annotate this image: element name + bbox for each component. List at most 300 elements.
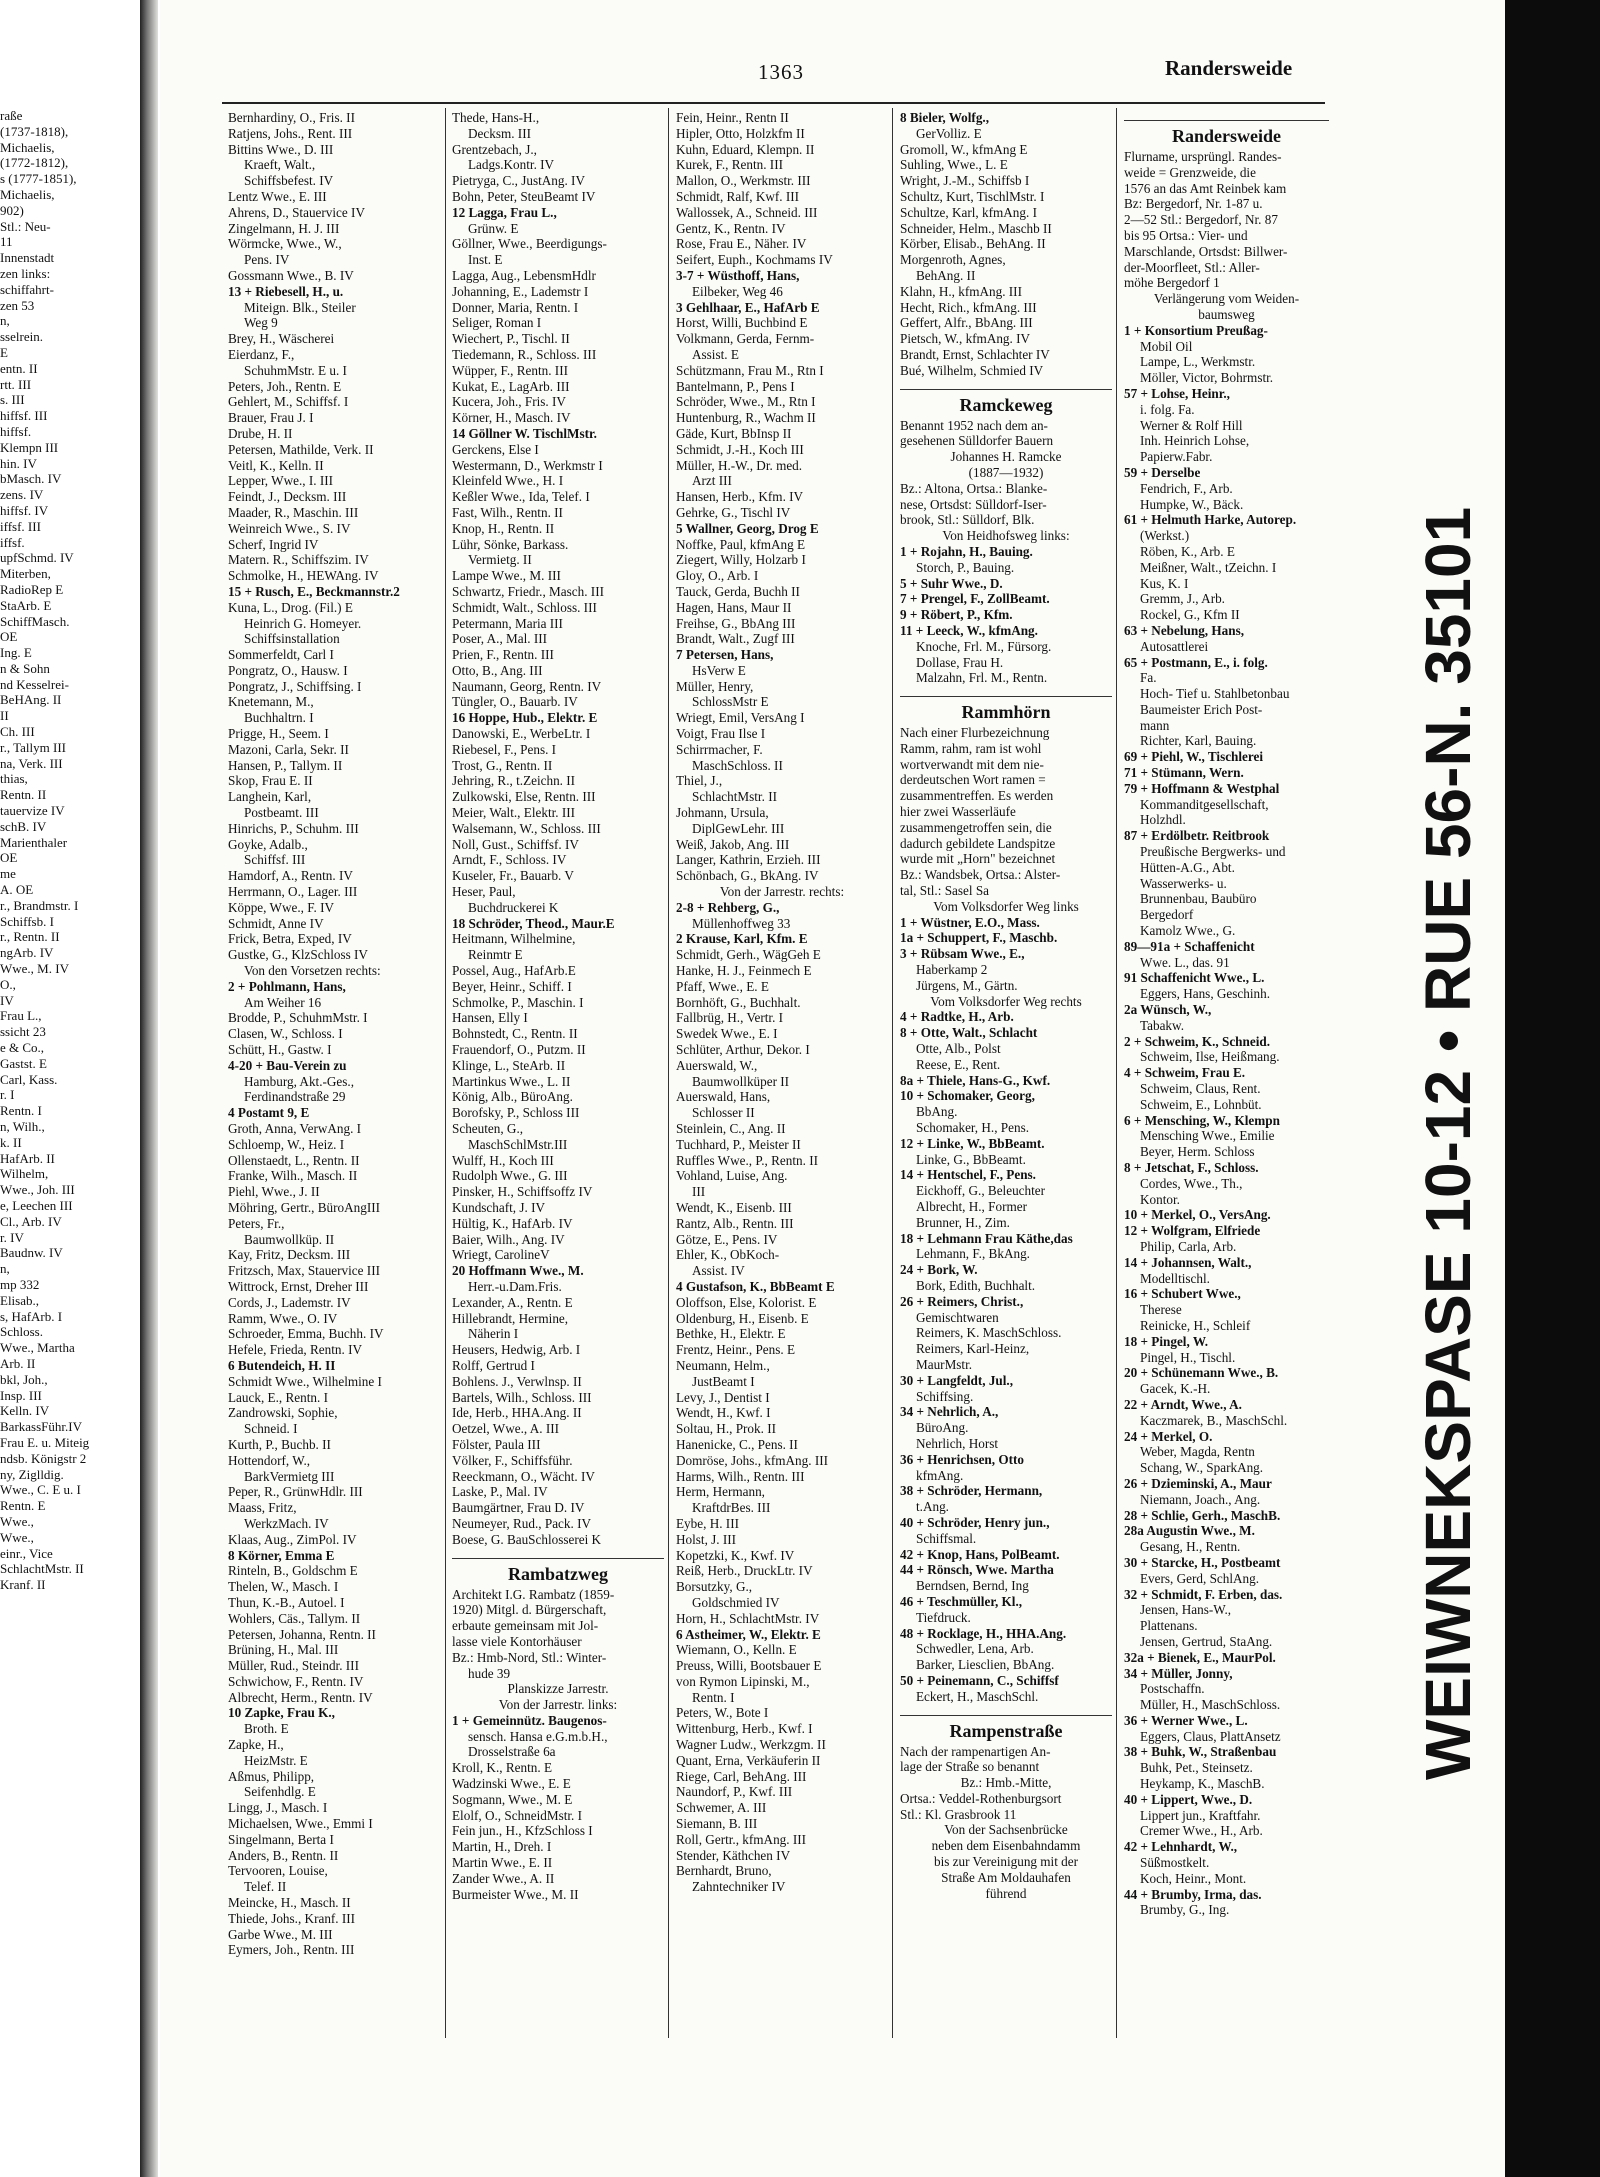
directory-entry: Schiffsinstallation (244, 631, 340, 647)
directory-entry: Possel, Aug., HafArb.E (452, 963, 576, 979)
directory-entry: Werner & Rolf Hill (1140, 417, 1243, 433)
directory-entry: i. folg. Fa. (1140, 401, 1195, 417)
directory-entry: Westermann, D., Werkmstr I (452, 457, 603, 473)
directory-entry: Gerckens, Else I (452, 441, 539, 457)
directory-entry: Müller, H.-W., Dr. med. (676, 457, 803, 473)
directory-entry: 57 + Lohse, Heinr., (1124, 385, 1230, 401)
directory-entry: Martin Wwe., E. II (452, 1855, 553, 1871)
directory-entry: 24 + Bork, W. (900, 1262, 978, 1278)
left-page-fragment: Innenstadt (0, 250, 55, 266)
directory-entry: Thelen, W., Masch. I (228, 1579, 339, 1595)
directory-entry: Schneid. I (244, 1421, 298, 1437)
directory-entry: Holzhdl. (1140, 812, 1186, 828)
library-stamp (1405, 200, 1500, 1800)
street-heading: Rampenstraße (900, 1715, 1112, 1744)
directory-entry: Gacek, K.-H. (1140, 1381, 1211, 1397)
directory-entry: Burmeister Wwe., M. II (452, 1886, 579, 1902)
directory-entry: erbaute gemeinsam mit Jol- (452, 1618, 599, 1634)
directory-entry: Schmidt, Anne IV (228, 915, 324, 931)
left-page-fragment: Schloss. (0, 1324, 43, 1340)
directory-entry: 8 Körner, Emma E (228, 1547, 335, 1563)
directory-entry: 16 + Schubert Wwe., (1124, 1286, 1241, 1302)
directory-entry: Schiffsbefest. IV (244, 173, 334, 189)
directory-entry: Bz.: Hmb-Nord, Stl.: Winter- (452, 1649, 607, 1665)
left-page-fragment: OE (0, 850, 18, 866)
directory-entry: Ramm, rahm, ram ist wohl (900, 740, 1042, 756)
directory-entry: Planskizze Jarrestr. (507, 1681, 609, 1697)
directory-entry: Möller, Victor, Bohrmstr. (1140, 370, 1274, 386)
directory-entry: Zingelmann, H. J. III (228, 220, 340, 236)
directory-entry: Baumgärtner, Frau D. IV (452, 1500, 585, 1516)
directory-entry: Grünw. E (468, 220, 519, 236)
directory-entry: Jürgens, M., Gärtn. (916, 977, 1018, 993)
directory-entry: Ferdinandstraße 29 (244, 1089, 346, 1105)
directory-entry: Wittrock, Ernst, Dreher III (228, 1278, 369, 1294)
directory-entry: Hütten-A.G., Abt. (1140, 859, 1235, 875)
directory-entry: 34 + Müller, Jonny, (1124, 1665, 1233, 1681)
directory-entry: Ladgs.Kontr. IV (468, 157, 555, 173)
directory-entry: Trost, G., Rentn. II (452, 757, 553, 773)
directory-entry: Schwedler, Lena, Arb. (916, 1641, 1034, 1657)
directory-entry: Veitl, K., Kelln. II (228, 457, 324, 473)
left-page-fragment: Rentn. E (0, 1498, 46, 1514)
directory-entry: 3 Gehlhaar, E., HafArb E (676, 299, 820, 315)
directory-entry: Arndt, F., Schloss. IV (452, 852, 567, 868)
directory-entry: Architekt I.G. Rambatz (1859- (452, 1586, 615, 1602)
directory-entry: 59 + Derselbe (1124, 464, 1201, 480)
directory-entry: 14 Göllner W. TischlMstr. (452, 425, 597, 441)
directory-entry: Kukat, E., LagArb. III (452, 378, 570, 394)
directory-entry: Walsemann, W., Schloss. III (452, 820, 601, 836)
directory-entry: 8a + Thiele, Hans-G., Kwf. (900, 1072, 1051, 1088)
directory-entry: Miteign. Blk., Steiler (244, 299, 356, 315)
directory-entry: 15 + Rusch, E., Beckmannstr.2 (228, 583, 400, 599)
directory-entry: Meier, Walt., Elektr. III (452, 805, 576, 821)
directory-entry: Peters, Joh., Rentn. E (228, 378, 342, 394)
directory-entry: Peters, W., Bote I (676, 1705, 769, 1721)
directory-entry: Cords, J., Lademstr. IV (228, 1294, 351, 1310)
header-rule (222, 102, 1325, 104)
directory-entry: Knetemann, M., (228, 694, 314, 710)
left-page-fragment: na, Verk. III (0, 755, 63, 771)
directory-entry: Frauendorf, O., Putzm. II (452, 1042, 586, 1058)
directory-entry: Buhk, Pet., Steinsetz. (1140, 1760, 1253, 1776)
directory-entry: Wwe. L., das. 91 (1140, 954, 1230, 970)
left-page-fragment: sselrein. (0, 329, 43, 345)
directory-entry: Bork, Edith, Buchhalt. (916, 1277, 1036, 1293)
left-page-fragment: entn. II (0, 360, 38, 376)
directory-entry: Köppe, Wwe., F. IV (228, 899, 335, 915)
directory-entry: Ide, Herb., HHA.Ang. II (452, 1405, 582, 1421)
directory-entry: Wüpper, F., Rentn. III (452, 362, 568, 378)
left-page-fragment: schiffahrt- (0, 281, 54, 297)
directory-entry: Wright, J.-M., Schiffsb I (900, 173, 1030, 189)
directory-entry: neben dem Eisenbahndamm (931, 1838, 1081, 1854)
directory-entry: Niemann, Joach., Ang. (1140, 1491, 1261, 1507)
directory-entry: 79 + Hoffmann & Westphal (1124, 780, 1280, 796)
left-page-fragment: Kelln. IV (0, 1403, 50, 1419)
directory-entry: 50 + Peinemann, C., Schiffsf (900, 1672, 1059, 1688)
directory-entry: Schomaker, H., Pens. (916, 1120, 1030, 1136)
directory-entry: Gentz, K., Rentn. IV (676, 220, 786, 236)
directory-entry: Schultz, Kurt, TischlMstr. I (900, 188, 1045, 204)
directory-entry: 36 + Werner Wwe., L. (1124, 1712, 1248, 1728)
directory-entry: Oetzel, Wwe., A. III (452, 1421, 560, 1437)
directory-entry: Lexander, A., Rentn. E (452, 1294, 573, 1310)
left-page-fragment: s. III (0, 392, 25, 408)
directory-entry: Marschlande, Ortsdst: Billwer- (1124, 243, 1288, 259)
left-page-fragment: Wilhelm, (0, 1166, 49, 1182)
directory-entry: 2—52 Stl.: Bergedorf, Nr. 87 (1124, 212, 1278, 228)
directory-entry: Beyer, Heinr., Schiff. I (452, 978, 572, 994)
left-page-fragment: e, Leechen III (0, 1197, 73, 1213)
directory-entry: 63 + Nebelung, Hans, (1124, 622, 1244, 638)
directory-entry: Hanke, H. J., Feinmech E (676, 963, 812, 979)
directory-entry: Sogmann, Wwe., M. E (452, 1791, 573, 1807)
directory-entry: Wulff, H., Koch III (452, 1152, 554, 1168)
directory-entry: 36 + Henrichsen, Otto (900, 1451, 1024, 1467)
directory-entry: Müller, Rud., Steindr. III (228, 1658, 359, 1674)
left-page-fragment: s (1777-1851), (0, 171, 77, 187)
directory-entry: 13 + Riebesell, H., u. (228, 283, 344, 299)
directory-entry: Schützmann, Frau M., Rtn I (676, 362, 824, 378)
left-page-fragment: Kranf. II (0, 1577, 46, 1593)
directory-entry: 5 Wallner, Georg, Drog E (676, 520, 819, 536)
left-page-fragment: RadioRep E (0, 581, 64, 597)
directory-entry: Kontor. (1140, 1191, 1180, 1207)
directory-entry: Rantz, Alb., Rentn. III (676, 1215, 794, 1231)
directory-entry: Kamolz Wwe., G. (1140, 923, 1236, 939)
directory-entry: 40 + Schröder, Henry jun., (900, 1514, 1050, 1530)
left-page-fragment: O., (0, 976, 16, 992)
directory-entry: Jensen, Hans-W., (1140, 1602, 1232, 1618)
directory-entry: Johanning, E., Lademstr I (452, 283, 589, 299)
left-page-fragment: me (0, 866, 16, 882)
directory-entry: Zandrowski, Sophie, (228, 1405, 338, 1421)
directory-entry: Pinsker, H., Schiffsoffz IV (452, 1184, 593, 1200)
directory-entry: Tuchhard, P., Meister II (676, 1136, 801, 1152)
directory-entry: Reinmtr E (468, 947, 523, 963)
directory-entry: Lentz Wwe., E. III (228, 188, 327, 204)
directory-entry: Frick, Betra, Exped, IV (228, 931, 352, 947)
directory-entry: 4-20 + Bau-Verein zu (228, 1057, 347, 1073)
directory-entry: Weg 9 (244, 315, 278, 331)
directory-entry: Jensen, Gertrud, StaAng. (1140, 1633, 1273, 1649)
directory-entry: von Rymon Lipinski, M., (676, 1673, 810, 1689)
directory-entry: Schiffsing. (916, 1388, 974, 1404)
directory-entry: Prien, F., Rentn. III (452, 647, 554, 663)
directory-entry: 42 + Lehnhardt, W., (1124, 1839, 1238, 1855)
directory-entry: 28 + Schlie, Gerh., MaschB. (1124, 1507, 1281, 1523)
directory-entry: Straße Am Moldauhafen (941, 1869, 1071, 1885)
directory-entry: Autosattlerei (1140, 638, 1209, 654)
directory-entry: mann (1140, 717, 1170, 733)
left-page-fragment: e & Co., (0, 1040, 45, 1056)
left-page-fragment: Wwe., (0, 1513, 34, 1529)
directory-entry: Eckert, H., MaschSchl. (916, 1688, 1039, 1704)
directory-entry: Johmann, Ursula, (676, 805, 769, 821)
left-page-fragment: k. II (0, 1134, 22, 1150)
directory-entry: Baumwollküper II (692, 1073, 790, 1089)
directory-entry: Otto, B., Ang. III (452, 662, 543, 678)
left-page-fragment: hiffsf. III (0, 408, 48, 424)
left-page-fragment: r., Rentn. II (0, 929, 60, 945)
directory-entry: Von der Jarrestr. rechts: (719, 884, 845, 900)
directory-entry: BüroAng. (916, 1420, 969, 1436)
column-divider (668, 108, 669, 2038)
directory-entry: König, Alb., BüroAng. (452, 1089, 573, 1105)
directory-entry: Poser, A., Mal. III (452, 631, 548, 647)
directory-entry: Arzt III (692, 473, 732, 489)
directory-entry: Heser, Paul, (452, 884, 516, 900)
directory-entry: 91 Schaffenicht Wwe., L. (1124, 970, 1265, 986)
directory-entry: Klahn, H., kfmAng. III (900, 283, 1022, 299)
left-page-fragment: Schiffsb. I (0, 913, 54, 929)
directory-entry: Scherf, Ingrid IV (228, 536, 319, 552)
directory-entry: Langer, Kathrin, Erzieh. III (676, 852, 821, 868)
directory-entry: 87 + Erdölbetr. Reitbrook (1124, 828, 1270, 844)
left-page-fragment: r. I (0, 1087, 15, 1103)
directory-entry: 5 + Suhr Wwe., D. (900, 575, 1003, 591)
directory-entry: Harms, Wilh., Rentn. III (676, 1468, 805, 1484)
directory-entry: Brey, H., Wäscherei (228, 331, 335, 347)
directory-entry: Naumann, Georg, Rentn. IV (452, 678, 602, 694)
directory-entry: KraftdrBes. III (692, 1500, 771, 1516)
directory-entry: führend (985, 1885, 1027, 1901)
directory-entry: Eilbeker, Weg 46 (692, 283, 783, 299)
directory-entry: Quant, Erna, Verkäuferin II (676, 1752, 821, 1768)
directory-entry: Flurname, ursprüngl. Randes- (1124, 149, 1282, 164)
directory-entry: Gustke, G., KlzSchloss IV (228, 947, 368, 963)
directory-entry: Baumeister Erich Post- (1140, 701, 1263, 717)
directory-entry: (Werkst.) (1140, 528, 1190, 544)
left-page-fragment: schB. IV (0, 818, 47, 834)
directory-entry: Brandt, Ernst, Schlachter IV (900, 346, 1050, 362)
directory-entry: Decksm. III (468, 125, 531, 141)
directory-entry: Horst, Willi, Buchbind E (676, 315, 808, 331)
directory-entry: Postbeamt. III (244, 805, 319, 821)
left-page-fragment: Michaelis, (0, 186, 55, 202)
left-page-fragment: Marienthaler (0, 834, 68, 850)
directory-entry: sensch. Hansa e.G.m.b.H., (468, 1728, 608, 1744)
directory-entry: Ahrens, D., Stauervice IV (228, 204, 365, 220)
directory-entry: 46 + Teschmüller, Kl., (900, 1593, 1023, 1609)
directory-entry: Oldenburg, H., Eisenb. E (676, 1310, 809, 1326)
directory-entry: Schultze, Karl, kfmAng. I (900, 204, 1037, 220)
directory-entry: 1 + Konsortium Preußag- (1124, 322, 1268, 338)
directory-entry: 1a + Schuppert, F., Maschb. (900, 930, 1058, 946)
directory-entry: bis 95 Ortsa.: Vier- und (1124, 227, 1248, 243)
directory-entry: Schwartz, Friedr., Masch. III (452, 583, 604, 599)
directory-entry: Goldschmied IV (692, 1594, 780, 1610)
directory-entry: Hipler, Otto, Holzkfm II (676, 125, 805, 141)
directory-entry: Bohn, Peter, SteuBeamt IV (452, 188, 596, 204)
directory-entry: HsVerw E (692, 662, 746, 678)
directory-entry: 6 Butendeich, H. II (228, 1357, 336, 1373)
directory-entry: WerkzMach. IV (244, 1515, 329, 1531)
directory-entry: Riebesel, F., Pens. I (452, 741, 557, 757)
directory-entry: Schlüter, Arthur, Dekor. I (676, 1042, 810, 1058)
directory-entry: Rentn. I (692, 1689, 735, 1705)
directory-entry: Fendrich, F., Arb. (1140, 480, 1233, 496)
directory-entry: Koch, Heinr., Mont. (1140, 1870, 1247, 1886)
directory-entry: Lippert jun., Kraftfahr. (1140, 1807, 1261, 1823)
directory-entry: Morgenroth, Agnes, (900, 252, 1006, 268)
directory-entry: Schönbach, G., BkAng. IV (676, 868, 819, 884)
left-page-fragment: BeHAng. II (0, 692, 62, 708)
directory-entry: Ziegert, Willy, Holzarb I (676, 552, 806, 568)
directory-entry: Gehlert, M., Schiffsf. I (228, 394, 349, 410)
directory-entry: Klaas, Aug., ZimPol. IV (228, 1531, 357, 1547)
directory-entry: Wallossek, A., Schneid. III (676, 204, 818, 220)
directory-entry: Rose, Frau E., Näher. IV (676, 236, 807, 252)
directory-entry: Piehl, Wwe., J. II (228, 1184, 320, 1200)
directory-entry: GerVolliz. E (916, 125, 982, 141)
directory-entry: Broth. E (244, 1721, 289, 1737)
directory-entry: Lingg, J., Masch. I (228, 1800, 328, 1816)
directory-entry: Kundschaft, J. IV (452, 1199, 546, 1215)
directory-entry: Klinge, L., SteArb. II (452, 1057, 566, 1073)
directory-entry: Hinrichs, P., Schuhm. III (228, 820, 359, 836)
directory-entry: Schmolke, H., HEWAng. IV (228, 568, 379, 584)
directory-entry: baumsweg (1198, 306, 1255, 322)
directory-entry: Berndsen, Bernd, Ing (916, 1578, 1029, 1594)
directory-entry: Wriegt, Emil, VersAng I (676, 710, 805, 726)
directory-entry: Evers, Gerd, SchlAng. (1140, 1570, 1260, 1586)
directory-entry: tal, Stl.: Sasel Sa (900, 883, 990, 899)
left-page-fragment: hin. IV (0, 455, 37, 471)
directory-entry: Pongratz, O., Hausw. I (228, 662, 348, 678)
directory-entry: Inst. E (468, 252, 503, 268)
directory-entry: Eggers, Claus, PlattAnsetz (1140, 1728, 1281, 1744)
directory-entry: 4 + Radtke, H., Arb. (900, 1009, 1014, 1025)
directory-entry: Seifert, Euph., Kochmams IV (676, 252, 833, 268)
directory-entry: Jehring, R., t.Zeichn. II (452, 773, 576, 789)
directory-entry: Storch, P., Bauing. (916, 559, 1015, 575)
directory-entry: kfmAng. (916, 1467, 964, 1483)
directory-entry: Tauck, Gerda, Buchh II (676, 583, 800, 599)
directory-entry: Garbe Wwe., M. III (228, 1926, 333, 1942)
directory-entry: Zulkowski, Else, Rentn. III (452, 789, 596, 805)
directory-entry: 2 Krause, Karl, Kfm. E (676, 931, 808, 947)
directory-entry: Schmidt Wwe., Wilhelmine I (228, 1373, 382, 1389)
directory-entry: Voigt, Frau Ilse I (676, 726, 766, 742)
directory-entry: möhe Bergedorf 1 (1124, 275, 1220, 291)
directory-entry: 18 Schröder, Theod., Maur.E (452, 915, 615, 931)
directory-entry: der-Moorfleet, Stl.: Aller- (1124, 259, 1260, 275)
directory-entry: Schiffsmal. (916, 1530, 977, 1546)
left-page-fragment: Ing. E (0, 645, 32, 661)
directory-entry: Kuhn, Eduard, Klempn. II (676, 141, 815, 157)
directory-entry: Hoch- Tief u. Stahlbetonbau (1140, 686, 1290, 702)
directory-entry: Donner, Maria, Rentn. I (452, 299, 579, 315)
directory-entry: Heinrich G. Homeyer. (244, 615, 362, 631)
left-page-fragment: Wwe., C. E u. I (0, 1482, 81, 1498)
left-page-fragment: zen 53 (0, 297, 35, 313)
directory-entry: 20 + Schünemann Wwe., B. (1124, 1365, 1279, 1381)
directory-entry: Schweim, Claus, Rent. (1140, 1081, 1261, 1097)
directory-entry: Kleinfeld Wwe., H. I (452, 473, 564, 489)
directory-entry: Fein, Heinr., Rentn II (676, 110, 789, 125)
directory-entry: Albrecht, Herm., Rentn. IV (228, 1689, 373, 1705)
left-page-fragment: nd Kesselrei- (0, 676, 69, 692)
directory-entry: Hansen, Herb., Kfm. IV (676, 489, 804, 505)
directory-entry: Schwichow, F., Rentn. IV (228, 1673, 364, 1689)
column-3 (676, 110, 888, 2040)
left-page-fragment: rtt. III (0, 376, 32, 392)
directory-entry: Ruffles Wwe., P., Rentn. II (676, 1152, 818, 1168)
directory-entry: Sommerfeldt, Carl I (228, 647, 334, 663)
directory-entry: Bernhardiny, O., Fris. II (228, 110, 355, 125)
directory-entry: Eggers, Hans, Geschinh. (1140, 986, 1271, 1002)
left-page-fragment: Stl.: Neu- (0, 218, 51, 234)
directory-entry: Weiß, Jakob, Ang. III (676, 836, 790, 852)
directory-entry: Danowski, E., WerbeLtr. I (452, 726, 591, 742)
left-page-fragment: IV (0, 992, 14, 1008)
directory-entry: 20 Hoffmann Wwe., M. (452, 1263, 584, 1279)
directory-entry: 32a + Bienek, E., MaurPol. (1124, 1649, 1276, 1665)
directory-entry: Müllenhoffweg 33 (692, 915, 791, 931)
directory-entry: Wiemann, O., Kelln. E (676, 1642, 797, 1658)
directory-entry: Baumwollküp. II (244, 1231, 335, 1247)
directory-entry: Bittins Wwe., D. III (228, 141, 334, 157)
directory-entry: 2-8 + Rehberg, G., (676, 899, 780, 915)
directory-entry: MaschSchloss. II (692, 757, 783, 773)
directory-entry: 2 + Pohlmann, Hans, (228, 978, 346, 994)
left-page-fragment: 902) (0, 202, 24, 218)
directory-entry: Petersen, Johanna, Rentn. II (228, 1626, 376, 1642)
directory-entry: Bz: Bergedorf, Nr. 1-87 u. (1124, 196, 1263, 212)
directory-entry: Bohnstedt, C., Rentn. II (452, 1026, 578, 1042)
left-page-fragment: ny, Ziglldig. (0, 1466, 64, 1482)
directory-entry: Bartels, Wilh., Schloss. III (452, 1389, 592, 1405)
directory-entry: Drosselstraße 6a (468, 1744, 556, 1760)
directory-entry: hier zwei Wasserläufe (900, 804, 1016, 820)
directory-entry: Neumeyer, Rud., Pack. IV (452, 1515, 592, 1531)
directory-entry: Weinreich Wwe., S. IV (228, 520, 351, 536)
left-page-fragment: SchiffMasch. (0, 613, 70, 629)
directory-entry: 7 Petersen, Hans, (676, 647, 774, 663)
directory-entry: 61 + Helmuth Harke, Autorep. (1124, 512, 1297, 528)
directory-entry: Benannt 1952 nach dem an- (900, 417, 1048, 433)
left-page-fragment: r., Brandmstr. I (0, 897, 79, 913)
directory-entry: Anders, B., Rentn. II (228, 1847, 339, 1863)
directory-entry: Frentz, Heinr., Pens. E (676, 1342, 796, 1358)
directory-entry: Knop, H., Rentn. II (452, 520, 555, 536)
directory-entry: Schroeder, Emma, Buchh. IV (228, 1326, 384, 1342)
directory-entry: Singelmann, Berta I (228, 1831, 334, 1847)
directory-entry: Müller, Henry, (676, 678, 754, 694)
street-heading: Rammhörn (900, 696, 1112, 725)
directory-entry: 38 + Schröder, Hermann, (900, 1483, 1043, 1499)
directory-entry: Hansen, P., Tallym. II (228, 757, 343, 773)
directory-entry: Cordes, Wwe., Th., (1140, 1175, 1243, 1191)
directory-entry: Meincke, H., Masch. II (228, 1895, 351, 1911)
directory-entry: Wriegt, CarolineV (452, 1247, 550, 1263)
directory-entry: Wohlers, Cäs., Tallym. II (228, 1610, 361, 1626)
directory-entry: Dollase, Frau H. (916, 654, 1004, 670)
directory-entry: Brumby, G., Ing. (1140, 1902, 1230, 1918)
street-heading: Randersweide (1124, 120, 1329, 149)
directory-entry: Herr.-u.Dam.Fris. (468, 1278, 562, 1294)
directory-entry: Bergedorf (1140, 907, 1194, 923)
directory-entry: Kraeft, Walt., (244, 157, 316, 173)
directory-entry: 8 Bieler, Wolfg., (900, 110, 990, 125)
directory-entry: Schmidt, Ralf, Kwf. III (676, 188, 800, 204)
directory-entry: Maass, Fritz, (228, 1500, 297, 1516)
directory-entry: Gesang, H., Rentn. (1140, 1539, 1241, 1555)
directory-entry: Gemischtwaren (916, 1309, 999, 1325)
